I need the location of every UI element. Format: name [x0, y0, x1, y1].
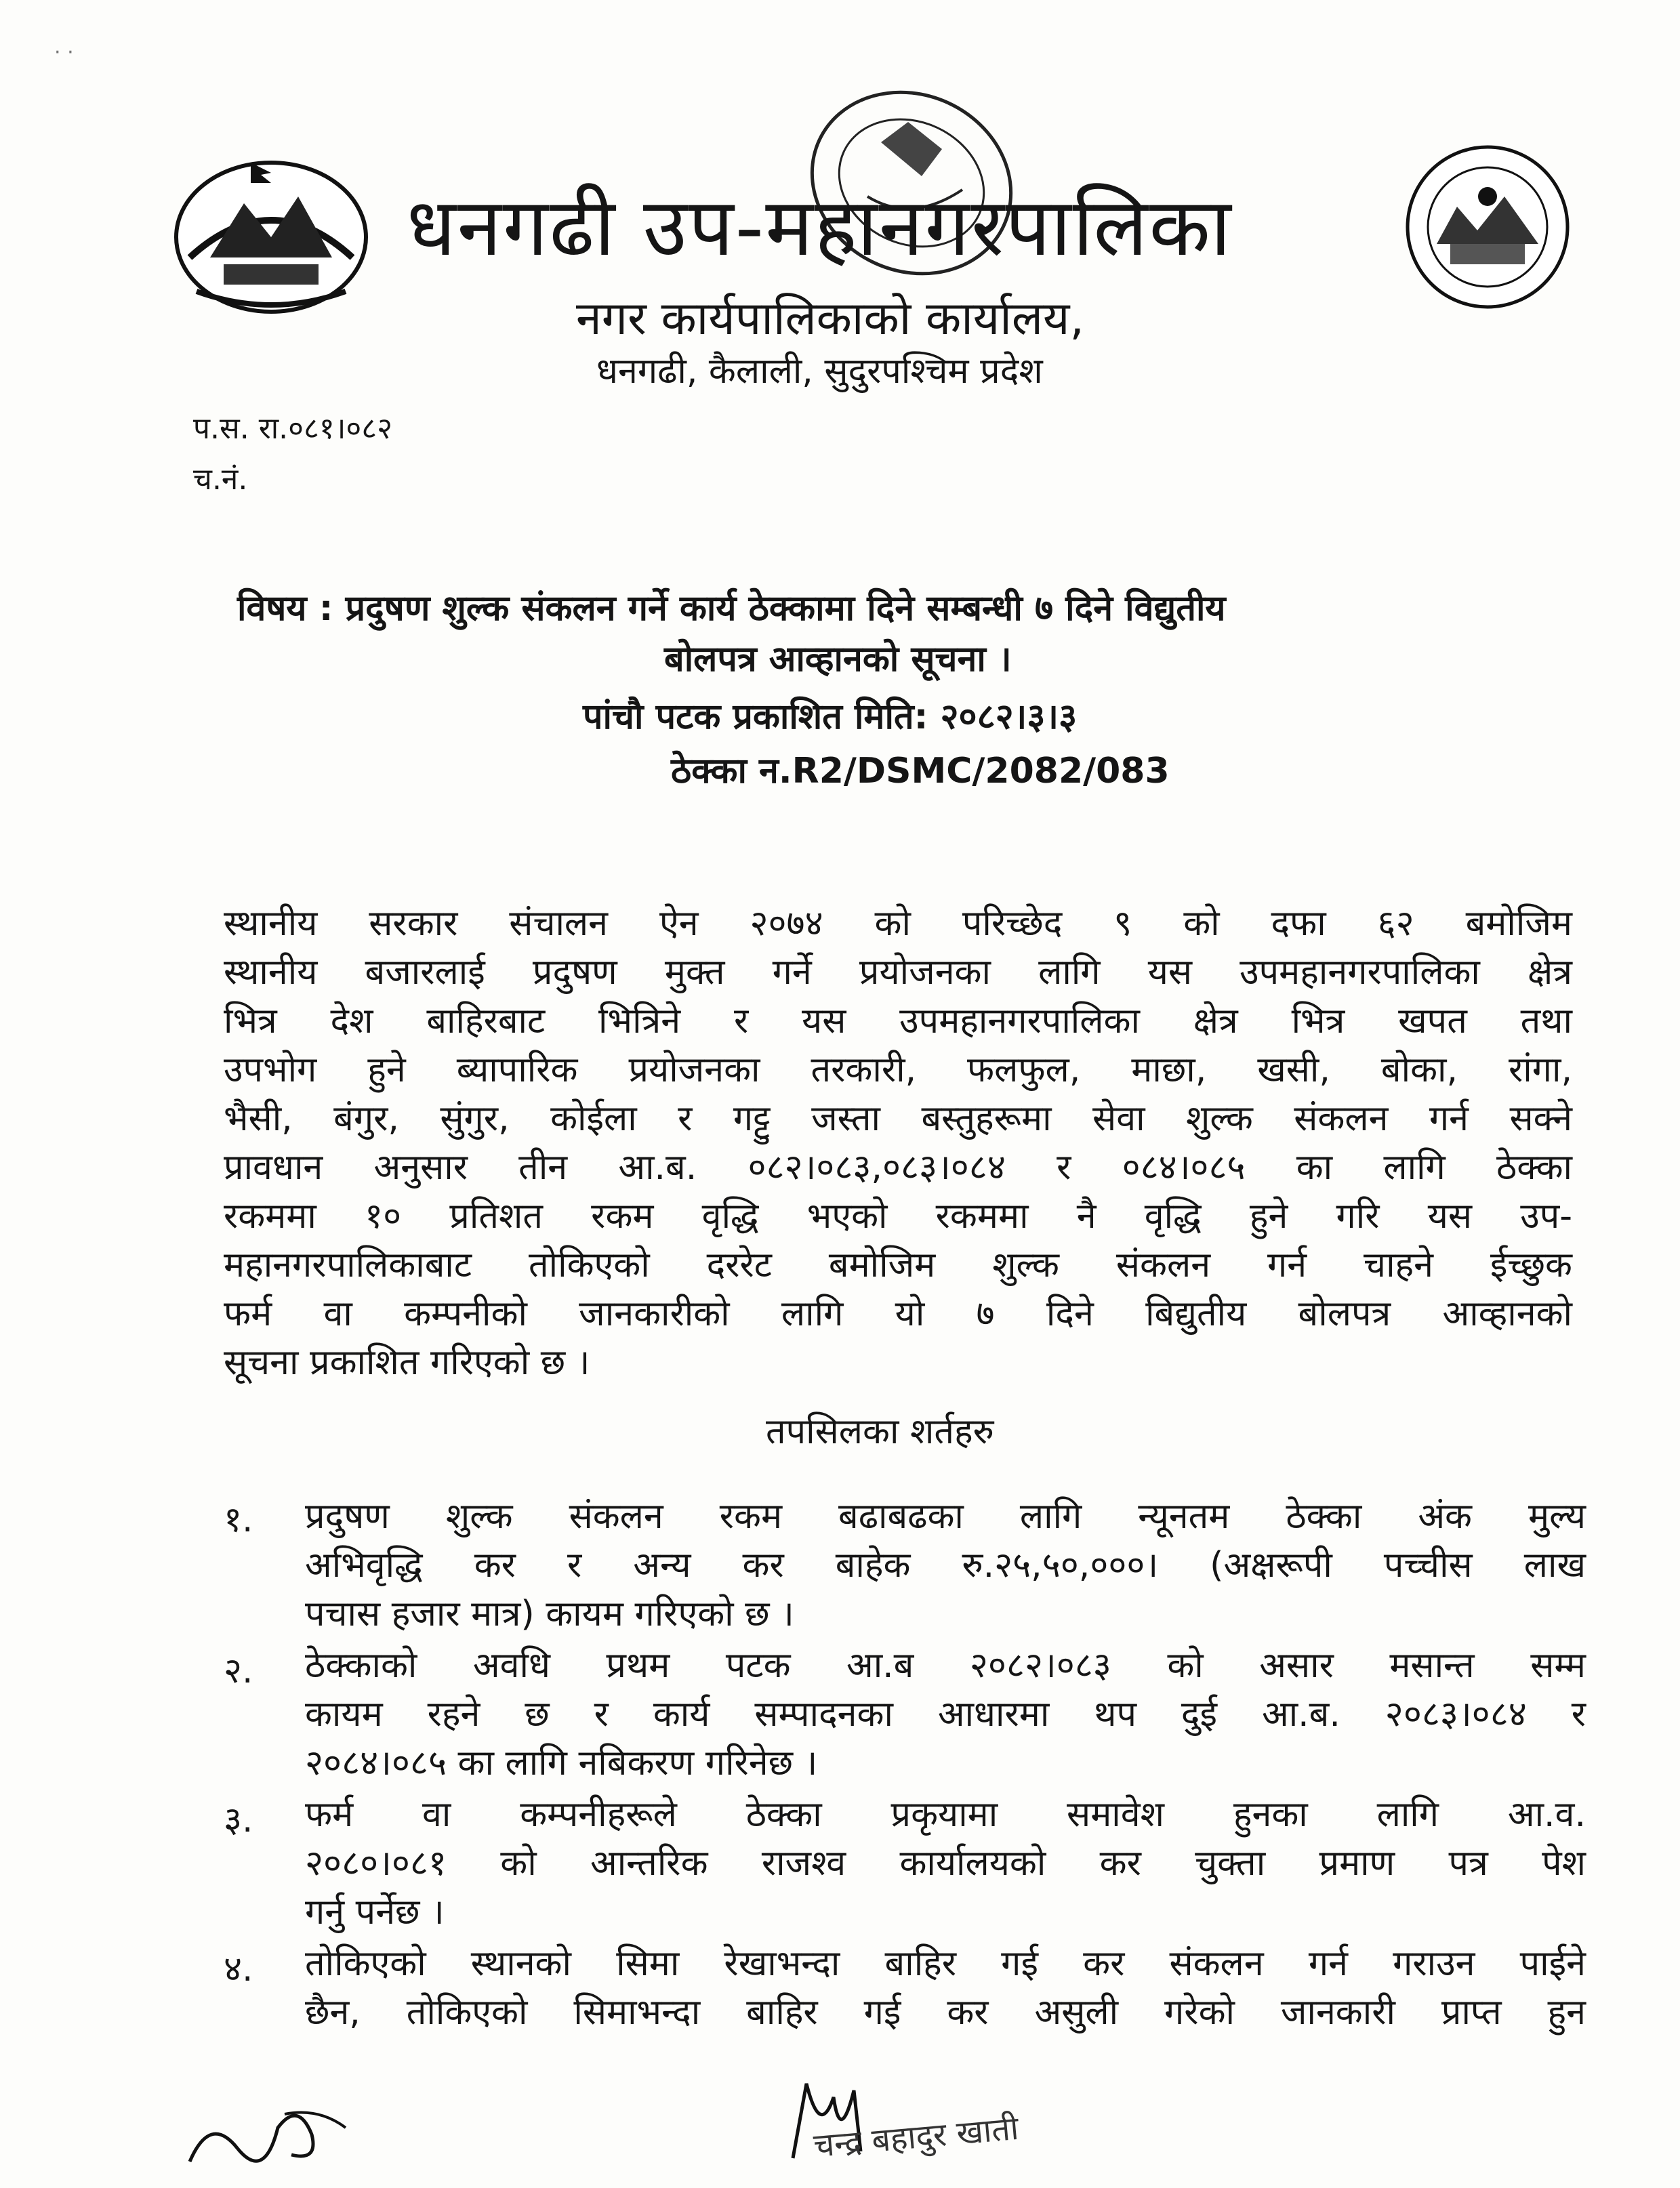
body-line: फर्म वा कम्पनीको जानकारीको लागि यो ७ दिने बिद्युतीय बोलपत्र आव्हानको [224, 1294, 1572, 1334]
condition-line: फर्म वा कम्पनीहरूले ठेक्का प्रकृयामा समावेश हुनका लागि आ.व. [305, 1794, 1586, 1835]
condition-line: अभिवृद्धि कर र अन्य कर बाहेक रु.२५,५०,०००। (अक्षरूपी पच्चीस लाख [305, 1545, 1586, 1586]
condition-line: गर्नु पर्नेछ । [305, 1892, 445, 1933]
organization-name: धनगढी उप-महानगरपालिका [407, 180, 1233, 274]
condition-number: २. [224, 1651, 253, 1691]
condition-item [305, 1491, 1586, 1640]
scan-speck: · · [54, 41, 74, 64]
office-name: नगर कार्यपालिकाको कार्यालय, [576, 292, 1085, 346]
condition-item [305, 1938, 1586, 2040]
condition-line: ठेक्काको अवधि प्रथम पटक आ.ब २०८२।०८३ को असार मसान्त सम्म [305, 1645, 1586, 1686]
condition-number: १. [224, 1500, 253, 1540]
nepal-emblem-logo [169, 156, 373, 318]
conditions-heading: तपसिलका शर्तहरु [766, 1411, 994, 1452]
body-line: उपभोग हुने ब्यापारिक प्रयोजनका तरकारी, फलफुल, माछा, खसी, बोका, रांगा, [224, 1050, 1572, 1090]
condition-item [305, 1640, 1586, 1789]
body-line: रकममा १० प्रतिशत रकम वृद्धि भएको रकममा नै वृद्धि हुने गरि यस उप- [224, 1196, 1572, 1237]
notice-body [224, 898, 1572, 1413]
body-line: सूचना प्रकाशित गरिएको छ । [224, 1342, 590, 1383]
condition-line: २०८०।०८१ को आन्तरिक राजश्व कार्यालयको कर चुक्ता प्रमाण पत्र पेश [305, 1843, 1586, 1884]
reference-number: प.स. रा.०८१।०८२ [193, 411, 393, 446]
condition-line: प्रदुषण शुल्क संकलन रकम बढाबढका लागि न्यूनतम ठेक्का अंक मुल्य [305, 1496, 1586, 1537]
subject-line-2: बोलपत्र आव्हानको सूचना । [664, 639, 1012, 680]
condition-line: छैन, तोकिएको सिमाभन्दा बाहिर गई कर असुली गरेको जानकारी प्राप्त हुन [305, 1992, 1586, 2033]
dispatch-number: च.नं. [193, 462, 248, 497]
body-line: भैसी, बंगुर, सुंगुर, कोईला र गट्टु जस्ता बस्तुहरूमा सेवा शुल्क संकलन गर्न सक्ने [224, 1098, 1572, 1139]
body-line: स्थानीय बजारलाई प्रदुषण मुक्त गर्ने प्रयोजनका लागि यस उपमहानगरपालिका क्षेत्र [224, 952, 1572, 993]
condition-line: पचास हजार मात्र) कायम गरिएको छ । [305, 1594, 794, 1634]
publication-date: पांचौ पटक प्रकाशित मिति: २०८२।३।३ [583, 697, 1078, 737]
subject-line-1: विषय : प्रदुषण शुल्क संकलन गर्ने कार्य ठेक्कामा दिने सम्बन्धी ७ दिने विद्युतीय [237, 588, 1226, 629]
contract-number: ठेक्का न.R2/DSMC/2082/083 [671, 751, 1170, 791]
condition-line: तोकिएको स्थानको सिमा रेखाभन्दा बाहिर गई कर संकलन गर्न गराउन पाईने [305, 1943, 1586, 1984]
body-line: महानगरपालिकाबाट तोकिएको दररेट बमोजिम शुल्क संकलन गर्न चाहने ईच्छुक [224, 1245, 1572, 1285]
body-line: भित्र देश बाहिरबाट भित्रिने र यस उपमहानगरपालिका क्षेत्र भित्र खपत तथा [224, 1001, 1572, 1041]
condition-number: ४. [224, 1949, 253, 1989]
office-address: धनगढी, कैलाली, सुदुरपश्चिम प्रदेश [596, 351, 1043, 392]
body-line: स्थानीय सरकार संचालन ऐन २०७४ को परिच्छेद ९ को दफा ६२ बमोजिम [224, 903, 1572, 944]
municipality-seal [1403, 142, 1572, 312]
condition-line: २०८४।०८५ का लागि नबिकरण गरिनेछ । [305, 1743, 818, 1783]
body-line: प्रावधान अनुसार तीन आ.ब. ०८२।०८३,०८३।०८४ र ०८४।०८५ का लागि ठेक्का [224, 1147, 1572, 1188]
handwritten-initials [183, 2087, 359, 2182]
condition-line: कायम रहने छ र कार्य सम्पादनका आधारमा थप दुई आ.ब. २०८३।०८४ र [305, 1694, 1586, 1735]
condition-item [305, 1789, 1586, 1938]
condition-number: ३. [224, 1800, 253, 1840]
officer-name-stamp: चन्द्र बहादुर खाती [812, 2109, 1021, 2166]
